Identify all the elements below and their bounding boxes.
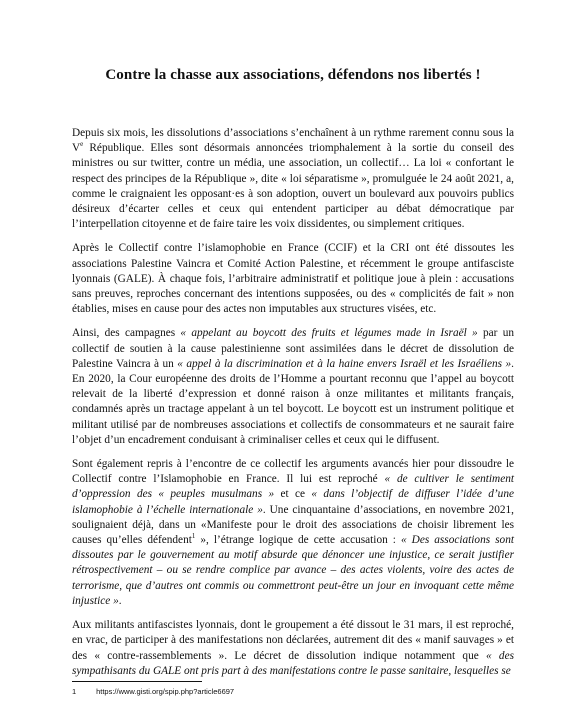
paragraph-text: Sont également repris à l’encontre de ce collectif les arguments avancés hier pour dissoudre le Collectif contre l’Islamophobie en France. Il lui est reproché xyxy=(72,458,514,486)
paragraph-text: . En 2020, la Cour européenne des droits de l’Homme a pourtant reconnu que l’appel au boycott relevait de la liberté d’expression et donné raison à onze militantes et militants français, condamnés après un tractage appelant à un tel boycott. Le boycott est un instrument politique et militant utilisé par de nombreuses associations et collectifs de consommateurs et ne saurait faire l’objet d’un encadrement conduisant à criminaliser celles et ceux qui le diffusent. xyxy=(72,357,514,446)
paragraph-text: Après le Collectif contre l’islamophobie en France (CCIF) et la CRI ont été dissoutes les associations Palestine Vaincra et Comité Action Palestine, et récemment le groupe antifasciste lyonnais (GALE). À chaque fois, l’arbitraire administratif et politique joue à plein : accusations sans preuves, reproches concernant des intentions supposées, ou des « complicités de fait » non établies, mises en cause pour des actes non imputables aux structures visées, etc. xyxy=(72,242,514,316)
paragraph-text: », l’étrange logique de cette accusation : xyxy=(195,534,401,547)
paragraph-5 xyxy=(72,618,514,679)
document-title: Contre la chasse aux associations, défendons nos libertés ! xyxy=(105,67,481,83)
paragraph-text: République. Elles sont désormais annoncées triomphalement à la sortie du conseil des ministres ou sur twitter, contre un média, une association, un collectif… La loi « confortant le respect des principes de la République », dite « loi séparatisme », promulguée le 24 août 2021, a, comme le craignaient les opposant·es à son adoption, ouvert un boulevard aux pouvoirs publics désireux d’écarter celles et ceux qui entendent participer au débat démocratique par l’interpellation citoyenne et de faire taire les voix dissidentes, ou simplement critiques. xyxy=(72,142,514,231)
footnote-separator xyxy=(72,681,202,682)
superscript-text: e xyxy=(80,140,84,149)
paragraph-2 xyxy=(72,241,514,317)
footnote xyxy=(72,687,234,696)
paragraph-text: et ce xyxy=(274,488,312,501)
paragraph-3 xyxy=(72,326,514,448)
paragraph-1 xyxy=(72,126,514,232)
paragraph-text: par un collectif de soutien à la cause palestinienne sont assimilées dans le décret de dissolution de Palestine Vaincra à un xyxy=(72,327,514,370)
quoted-italic-text: « dans l’objectif de diffuser l’idée d’une islamophobie à l’échelle internationale » xyxy=(72,488,514,516)
paragraph-text: Depuis six mois, les dissolutions d’associations s’enchaînent à un rythme rarement connu sous la V xyxy=(72,127,514,155)
quoted-italic-text: « appel à la discrimination et à la haine envers Israël et les Israéliens » xyxy=(177,357,512,370)
footnote-number: 1 xyxy=(72,687,77,696)
paragraph-text: Ainsi, des campagnes xyxy=(72,327,181,340)
paragraph-text: . xyxy=(118,594,122,607)
paragraph-4 xyxy=(72,457,514,609)
document-body xyxy=(72,126,514,679)
superscript-text: 1 xyxy=(191,532,196,541)
footnote-link[interactable]: https://www.gisti.org/spip.php?article6697 xyxy=(96,687,235,696)
quoted-italic-text: « Des associations sont dissoutes par le gouvernement au motif absurde que dénoncer une injustice, ce serait justifier rétrospectivement – ou se rendre complice par avance – des actes violents, voire des actes de terrorisme, que d’autres ont commis ou commettront peut-être un jour en invoquant cette même injustice » xyxy=(72,534,514,607)
paragraph-text: . Une cinquantaine d’associations, en novembre 2021, soulignaient déjà, dans un «Manifeste pour le droit des associations de choisir librement les causes qu’elles défendent xyxy=(72,503,514,547)
paragraph-text: Aux militants antifascistes lyonnais, dont le groupement a été dissout le 31 mars, il est reproché, en vrac, de participer à des manifestations non déclarées, autrement dit des « manif sauvages » et des « contre-rassemblements ». Le décret de dissolution indique notamment que xyxy=(72,619,514,662)
quoted-italic-text: « de cultiver le sentiment d’oppression des « peuples musulmans » xyxy=(72,473,514,501)
quoted-italic-text: « des sympathisants du GALE ont pris part à des manifestations contre le passe sanitaire, lesquelles se xyxy=(72,649,514,677)
quoted-italic-text: « appelant au boycott des fruits et légumes made in Israël » xyxy=(180,327,478,340)
